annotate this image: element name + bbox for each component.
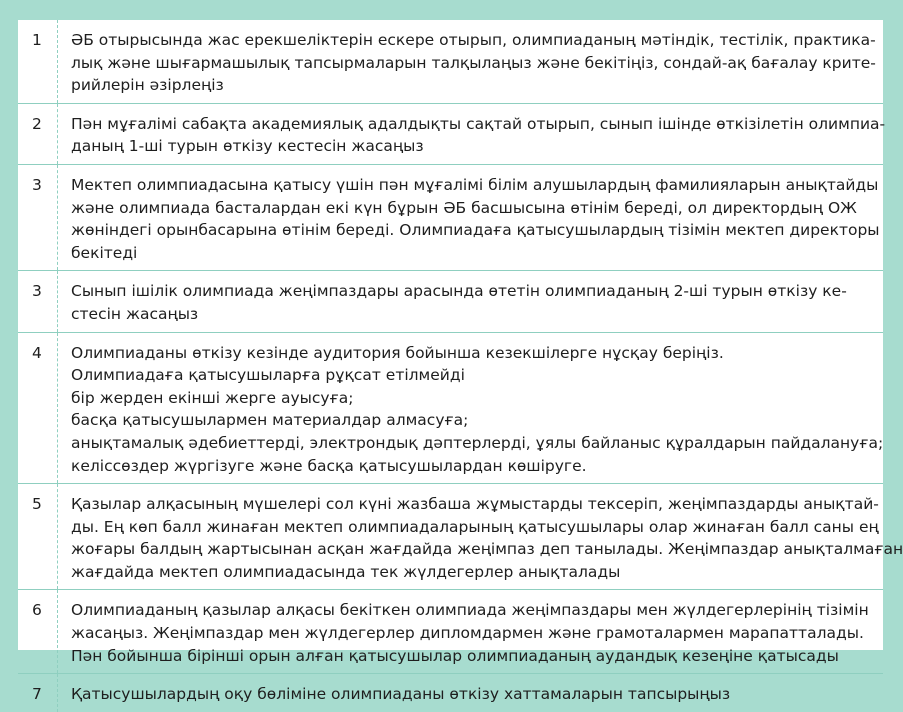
- document-page: [18, 20, 903, 704]
- row-text: [58, 484, 903, 590]
- table-row: [18, 271, 883, 332]
- table-body: [18, 20, 903, 712]
- table-row: [18, 590, 883, 674]
- text-line: және олимпиада басталардан екі күн бұрын ӘБ басшысына өтінім береді, ол директордың ОЖ: [71, 198, 857, 217]
- table-row: [18, 484, 883, 590]
- row-number: 3: [18, 271, 58, 332]
- text-line: жөніндегі орынбасарына өтінім береді. Олимпиадаға қатысушылардың тізімін мектеп директоры: [71, 221, 880, 240]
- text-line: Мектеп олимпиадасына қатысу үшін пән мұғалімі білім алушылардың фамилияларын анықтайды: [71, 175, 879, 194]
- text-line: Пән мұғалімі сабақта академиялық адалдықты сақтай отырып, сынып ішінде өткізілетін олимпиа-: [71, 114, 886, 133]
- row-number: 2: [18, 103, 58, 164]
- text-line: Олимпиадаға қатысушыларға рұқсат етілмейді: [71, 366, 465, 385]
- text-line: келіссөздер жүргізуге және басқа қатысушылардан көшіруге.: [71, 456, 587, 475]
- procedure-table: [18, 20, 903, 712]
- text-line: Пән бойынша бірінші орын алған қатысушылар олимпиаданың аудандық кезеңіне қатысады: [71, 646, 839, 665]
- row-number: 5: [18, 484, 58, 590]
- text-line: Қатысушылардың оқу бөліміне олимпиаданы өткізу хаттамаларын тапсырыңыз: [71, 685, 731, 704]
- row-text: [58, 20, 884, 103]
- row-text: [58, 590, 884, 674]
- row-text: [58, 164, 884, 270]
- table-row: [18, 103, 883, 164]
- text-line: ӘБ отырысында жас ерекшеліктерін ескере отырып, олимпиаданың мәтіндік, тестілік, практика-: [71, 31, 876, 49]
- row-number: 4: [18, 332, 58, 484]
- text-line: бір жерден екінші жерге ауысуға;: [71, 388, 354, 407]
- table-row: [18, 164, 883, 270]
- text-line: анықтамалық әдебиеттерді, электрондық дәптерлерді, ұялы байланыс құралдарын пайдалануға;: [71, 433, 884, 452]
- text-line: даның 1-ші турын өткізу кестесін жасаңыз: [71, 137, 424, 156]
- row-text: [58, 103, 884, 164]
- text-line: бекітеді: [71, 243, 138, 262]
- text-line: жасаңыз. Жеңімпаздар мен жүлдегерлер дипломдармен және грамоталармен марапатталады.: [71, 624, 864, 643]
- row-number: 1: [18, 20, 58, 103]
- row-text: [58, 674, 884, 712]
- text-line: басқа қатысушылармен материалдар алмасуға;: [71, 411, 469, 430]
- text-line: Сынып ішілік олимпиада жеңімпаздары арасында өтетін олимпиаданың 2-ші турын өткізу ке-: [71, 282, 847, 301]
- row-number: 7: [18, 674, 58, 712]
- text-line: жағдайда мектеп олимпиадасында тек жүлдегерлер анықталады: [71, 562, 621, 581]
- row-text: [58, 271, 884, 332]
- text-line: ды. Ең көп балл жинаған мектеп олимпиадаларының қатысушылары олар жинаған балл саны ең: [71, 517, 879, 536]
- table-row: [18, 332, 883, 484]
- text-line: Олимпиаданың қазылар алқасы бекіткен олимпиада жеңімпаздары мен жүлдегерлерінің тізімін: [71, 601, 869, 620]
- text-line: Олимпиаданы өткізу кезінде аудитория бойынша кезекшілерге нұсқау беріңіз.: [71, 343, 724, 362]
- text-line: Қазылар алқасының мүшелері сол күні жазбаша жұмыстарды тексеріп, жеңімпаздарды анықтай-: [71, 495, 879, 514]
- text-line: жоғары балдың жартысынан асқан жағдайда жеңімпаз деп танылады. Жеңімпаздар анықталмаған: [71, 540, 903, 559]
- text-line: стесін жасаңыз: [71, 304, 199, 323]
- table-row: [18, 674, 883, 712]
- row-number: 6: [18, 590, 58, 674]
- row-number: 3: [18, 164, 58, 270]
- table-row: [18, 20, 883, 103]
- row-text: [58, 332, 884, 484]
- text-line: рийлерін әзірлеңіз: [71, 76, 224, 95]
- text-line: лық және шығармашылық тапсырмаларын талқылаңыз және бекітіңіз, сондай-ақ бағалау крите-: [71, 53, 876, 72]
